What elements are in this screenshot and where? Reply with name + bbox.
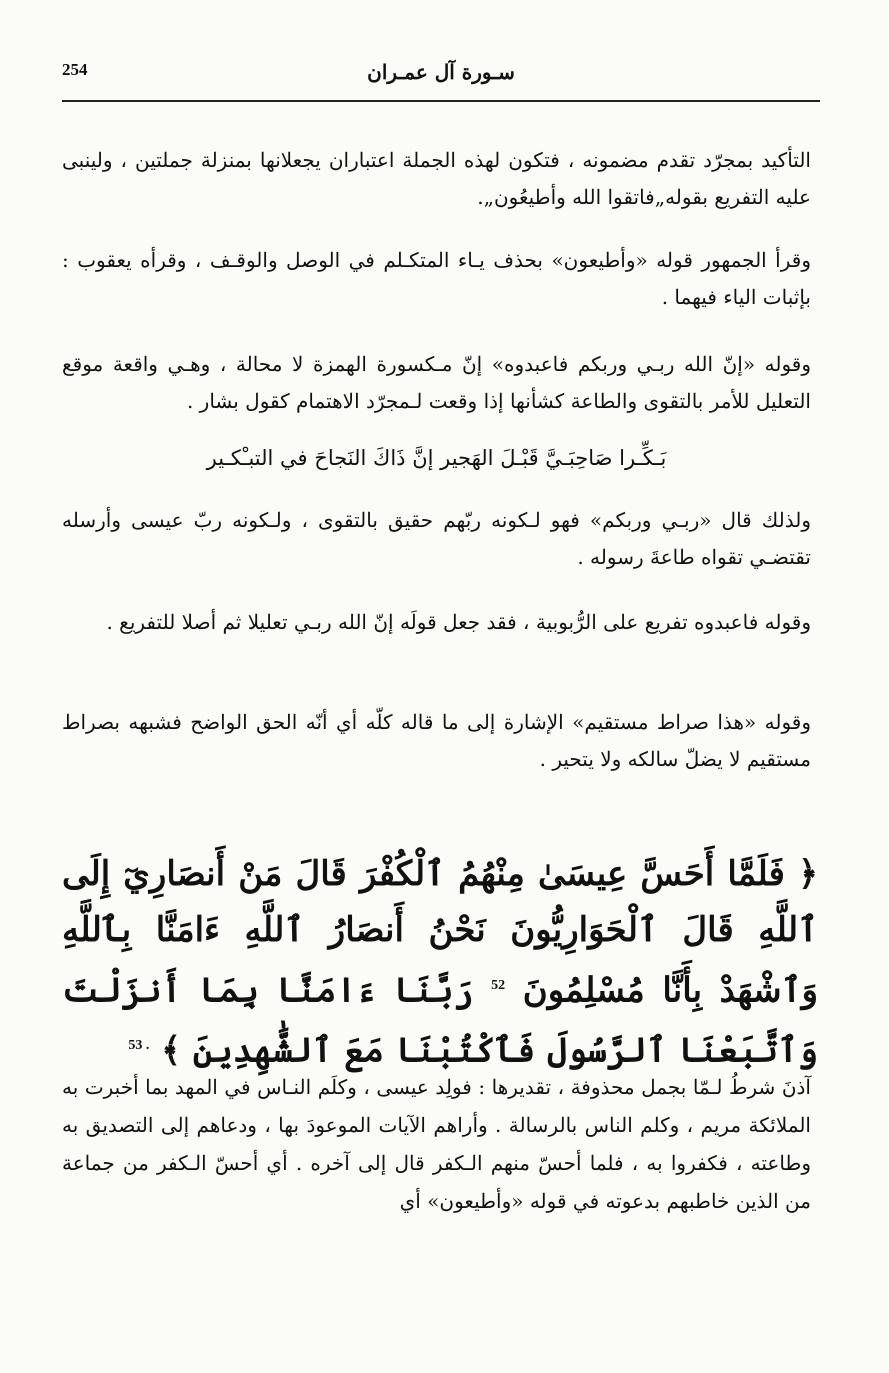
quran-verse-block xyxy=(62,846,818,1079)
aya-number-52: 52 xyxy=(491,978,506,993)
header-rule xyxy=(62,100,820,102)
poetry-verse: بَـكِّـرا صَاحِبَـيَّ قَبْـلَ الهَجير إنَّ ذَاكَ النَجاحَ في التبـْكـير xyxy=(206,446,667,470)
page-number: 254 xyxy=(62,60,88,79)
paragraph-2: وقرأ الجمهور قوله «وأطيعون» بحذف يـاء المتكـلم في الوصل والوقـف ، وقرأه يعقوب : بإثبات الياء فيهما . xyxy=(62,248,811,309)
paragraph-4: ولذلك قال «ربـي وربكم» فهو لـكونه ربّهم حقيق بالتقوى ، ولـكونه ربّ عيسى وأرسله تقتضـي تقواه طاعةَ رسوله . xyxy=(62,508,811,569)
paragraph-5: وقوله فاعبدوه تفريع على الرُّبوبية ، فقد جعل قولَه إنّ الله ربـي تعليلا ثم أصلا للتفريع . xyxy=(106,610,811,634)
page-header xyxy=(62,58,820,98)
quran-text-53: رَبَّنَا ءَامَنَّا بِمَا أَنزَلْتَ وَٱتَّبَعْنَا ٱلرَّسُولَ فَٱكْتُبْنَا مَعَ ٱلشَّٰهِدِينَ ﴾ xyxy=(62,970,818,1071)
paragraph-6: وقوله «هذا صراط مستقيم» الإشارة إلى ما قاله كلّه أي أنّه الحق الواضح فشبهه بصراط مستقيم لا يضلّ سالكه ولا يتحير . xyxy=(62,710,811,771)
aya-number-53: . 53 xyxy=(128,1038,150,1054)
commentary-paragraph: آذنَ شرطُ لـمّا بجمل محذوفة ، تقديرها : فولِد عيسى ، وكلَم النـاس في المهد بما أخبرت به الملائكة مريم ، وكلم الناس بالرسالة . وأراهم الآيات الموعودَ بها ، ودعاهم إلى التصديق به وطاعته ، فكفروا به ، فلما أحسّ منهم الـكفر قال إلى آخره . أي أحسّ الـكفر من جماعة من الذين خاطبهم بدعوته في قوله «وأطيعون» أي xyxy=(62,1075,811,1213)
paragraph-3: وقوله «إنّ الله ربـي وربكم فاعبدوه» إنّ مـكسورة الهمزة لا محالة ، وهـي واقعة موقع التعليل للأمر بالتقوى والطاعة كشأنها إذا وقعت لـمجرّد الاهتمام كقول بشار . xyxy=(62,352,811,413)
paragraph-1: التأكيد بمجرّد تقدم مضمونه ، فتكون لهذه الجملة اعتباران يجعلانها بمنزلة جملتين ، ولينبى عليه التفريع بقوله„فاتقوا الله وأطيعُون„. xyxy=(62,148,811,209)
quran-text-52: ﴿ فَلَمَّا أَحَسَّ عِيسَىٰ مِنْهُمُ ٱلْكُفْرَ قَالَ مَنْ أَنصَارِيٓ إِلَى ٱللَّهِ قَالَ ٱلْحَوَارِيُّونَ نَحْنُ أَنصَارُ ٱللَّهِ ءَامَنَّا بِٱللَّهِ وَٱشْهَدْ بِأَنَّا مُسْلِمُونَ xyxy=(62,854,819,1011)
running-title: سـورة آل عمـران xyxy=(367,60,515,84)
